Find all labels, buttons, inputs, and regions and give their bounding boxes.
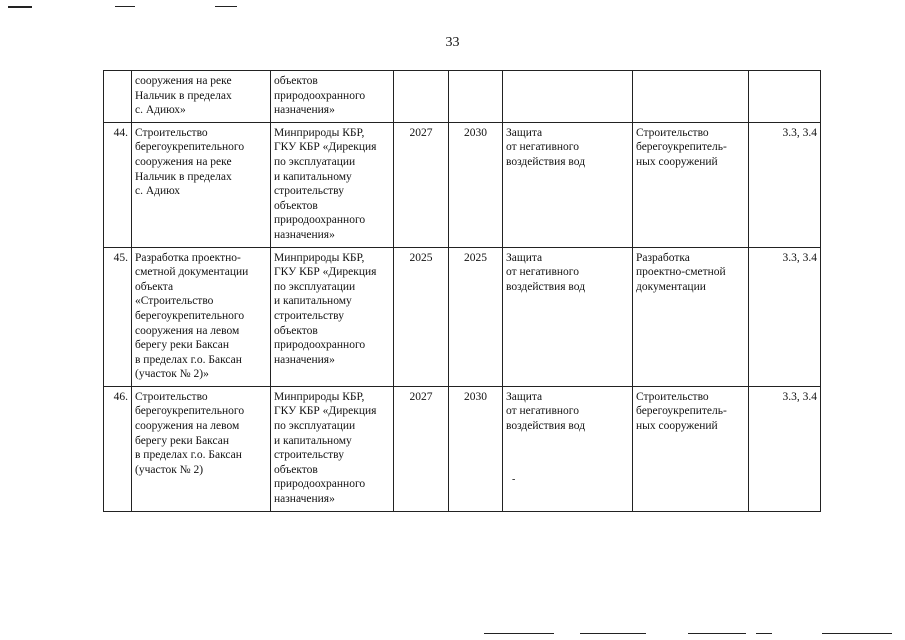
cell-result	[633, 71, 749, 123]
cell-measure-name: Строительство берегоукрепительного сооружения на реке Нальчик в пределах с. Адиюх	[132, 122, 271, 247]
scan-mark	[688, 633, 746, 634]
cell-row-number: 44.	[104, 122, 132, 247]
cell-end-year: 2030	[449, 122, 503, 247]
cell-result: Строительство берегоукрепитель- ных сооружений	[633, 386, 749, 511]
scan-mark	[115, 6, 135, 7]
cell-row-number: 46.	[104, 386, 132, 511]
cell-row-number: 45.	[104, 247, 132, 386]
cell-start-year: 2027	[394, 122, 449, 247]
cell-indicator: 3.3, 3.4	[749, 386, 821, 511]
scan-mark	[580, 633, 646, 634]
cell-end-year: 2025	[449, 247, 503, 386]
cell-executor: объектов природоохранного назначения»	[271, 71, 394, 123]
cell-start-year	[394, 71, 449, 123]
cell-start-year: 2025	[394, 247, 449, 386]
scan-mark	[756, 633, 772, 634]
page-number: 33	[445, 35, 460, 50]
scan-mark	[484, 633, 554, 634]
table-row	[104, 386, 821, 511]
stray-mark: -	[512, 474, 516, 485]
cell-result: Строительство берегоукрепитель- ных сооружений	[633, 122, 749, 247]
cell-executor: Минприроды КБР, ГКУ КБР «Дирекция по эксплуатации и капитальному строительству объектов природоохранного назначения»	[271, 386, 394, 511]
cell-goal	[503, 71, 633, 123]
cell-goal: Защита от негативного воздействия вод	[503, 122, 633, 247]
measures-table	[103, 70, 821, 512]
cell-executor: Минприроды КБР, ГКУ КБР «Дирекция по эксплуатации и капитальному строительству объектов природоохранного назначения»	[271, 122, 394, 247]
cell-measure-name: сооружения на реке Нальчик в пределах с. Адиюх»	[132, 71, 271, 123]
table-body	[104, 71, 821, 512]
scan-mark	[822, 633, 892, 634]
cell-goal: Защита от негативного воздействия вод	[503, 247, 633, 386]
cell-result: Разработка проектно-сметной документации	[633, 247, 749, 386]
cell-row-number	[104, 71, 132, 123]
cell-measure-name: Разработка проектно- сметной документации объекта «Строительство берегоукрепительного сооружения на левом берегу реки Баксан в пределах г.о. Баксан (участок № 2)»	[132, 247, 271, 386]
cell-executor: Минприроды КБР, ГКУ КБР «Дирекция по эксплуатации и капитальному строительству объектов природоохранного назначения»	[271, 247, 394, 386]
table-row	[104, 122, 821, 247]
table-row	[104, 71, 821, 123]
cell-end-year	[449, 71, 503, 123]
cell-indicator	[749, 71, 821, 123]
scan-mark	[8, 6, 32, 8]
cell-start-year: 2027	[394, 386, 449, 511]
cell-indicator: 3.3, 3.4	[749, 122, 821, 247]
cell-indicator: 3.3, 3.4	[749, 247, 821, 386]
scan-mark	[215, 6, 237, 7]
table-row	[104, 247, 821, 386]
cell-measure-name: Строительство берегоукрепительного сооружения на левом берегу реки Баксан в пределах г.о. Баксан (участок № 2)	[132, 386, 271, 511]
cell-goal: Защита от негативного воздействия вод	[503, 386, 633, 511]
cell-end-year: 2030	[449, 386, 503, 511]
